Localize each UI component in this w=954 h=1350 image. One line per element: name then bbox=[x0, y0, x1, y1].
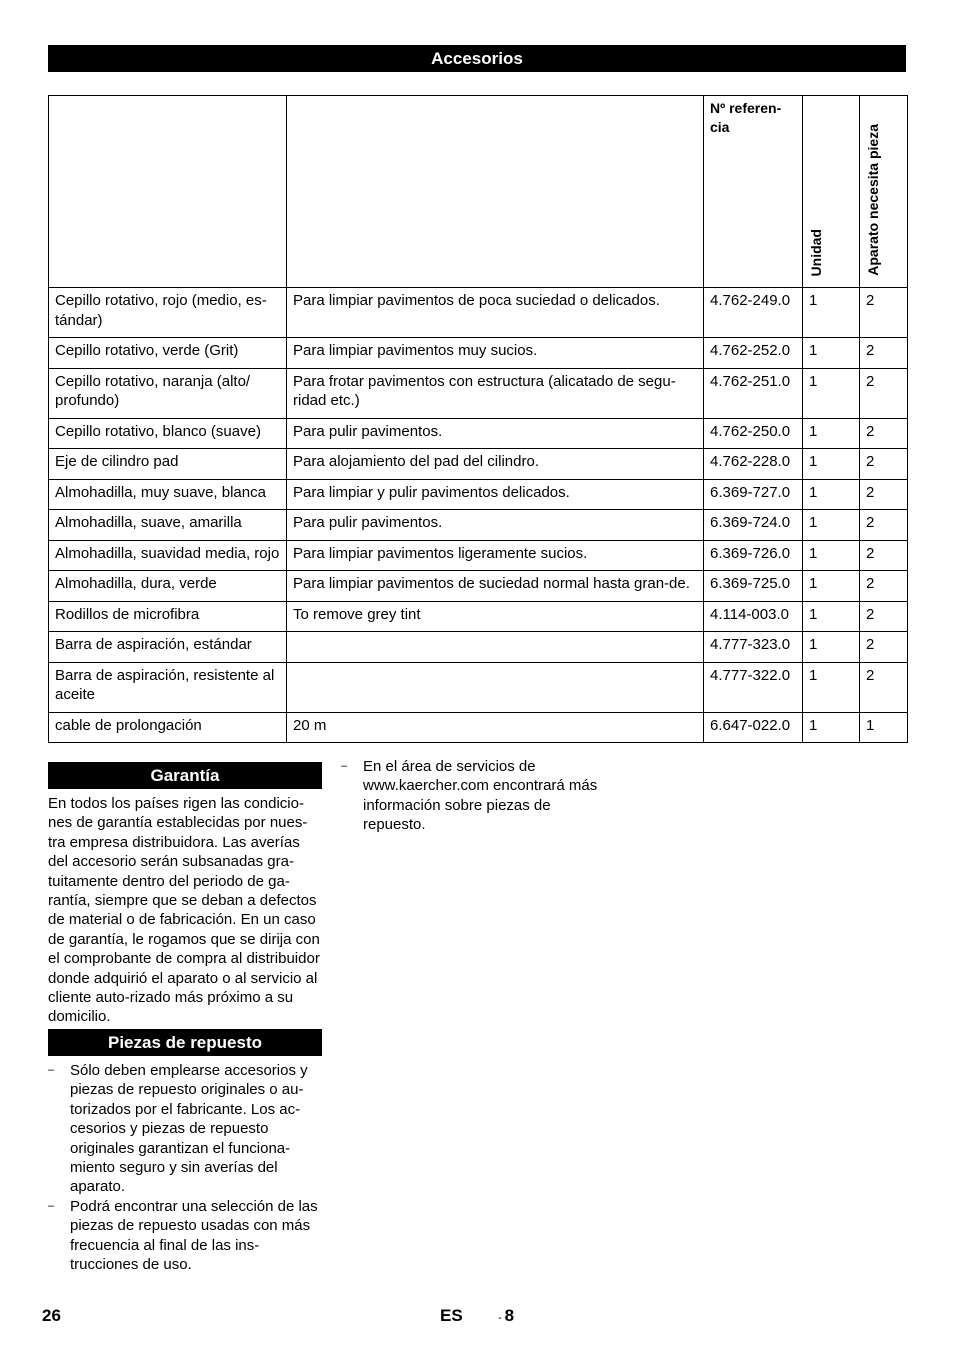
cell-reference: 6.369-725.0 bbox=[704, 571, 803, 602]
cell-unit: 1 bbox=[803, 418, 860, 449]
table-header-row bbox=[49, 96, 908, 288]
cell-reference: 4.777-322.0 bbox=[704, 662, 803, 712]
cell-name: Almohadilla, dura, verde bbox=[49, 571, 287, 602]
cell-reference: 6.369-724.0 bbox=[704, 510, 803, 541]
cell-parts-needed: 2 bbox=[860, 368, 908, 418]
kaercher-info-list bbox=[341, 757, 611, 835]
section-header-piezas: Piezas de repuesto bbox=[48, 1029, 322, 1056]
cell-reference: 6.369-726.0 bbox=[704, 540, 803, 571]
cell-unit: 1 bbox=[803, 712, 860, 743]
cell-description: Para frotar pavimentos con estructura (alicatado de segu-ridad etc.) bbox=[287, 368, 704, 418]
cell-parts-needed: 2 bbox=[860, 662, 908, 712]
cell-reference: 6.369-727.0 bbox=[704, 479, 803, 510]
section-page-number bbox=[498, 1306, 514, 1326]
page-number: 26 bbox=[42, 1306, 61, 1325]
cell-unit: 1 bbox=[803, 288, 860, 338]
cell-unit: 1 bbox=[803, 368, 860, 418]
header-cell-name bbox=[49, 96, 287, 288]
cell-parts-needed: 2 bbox=[860, 601, 908, 632]
table-row bbox=[49, 368, 908, 418]
cell-reference: 4.114-003.0 bbox=[704, 601, 803, 632]
table-row bbox=[49, 632, 908, 663]
table-row bbox=[49, 449, 908, 480]
cell-reference: 4.762-251.0 bbox=[704, 368, 803, 418]
cell-description: Para pulir pavimentos. bbox=[287, 510, 704, 541]
cell-name: cable de prolongación bbox=[49, 712, 287, 743]
cell-description: Para alojamiento del pad del cilindro. bbox=[287, 449, 704, 480]
cell-name: Eje de cilindro pad bbox=[49, 449, 287, 480]
table-row bbox=[49, 479, 908, 510]
cell-name: Almohadilla, muy suave, blanca bbox=[49, 479, 287, 510]
sub-page-value: 8 bbox=[504, 1306, 515, 1325]
cell-parts-needed: 2 bbox=[860, 540, 908, 571]
cell-description: To remove grey tint bbox=[287, 601, 704, 632]
header-unidad-label: Unidad bbox=[808, 228, 824, 276]
cell-parts-needed: 2 bbox=[860, 288, 908, 338]
cell-name: Barra de aspiración, estándar bbox=[49, 632, 287, 663]
section-header-accesorios: Accesorios bbox=[48, 45, 906, 72]
header-cell-ref: Nº referen-cia bbox=[704, 96, 803, 288]
list-item-text: En el área de servicios de www.kaercher.com encontrará más información sobre piezas de repuesto. bbox=[363, 758, 598, 834]
cell-description bbox=[287, 662, 704, 712]
cell-unit: 1 bbox=[803, 632, 860, 663]
cell-parts-needed: 2 bbox=[860, 418, 908, 449]
cell-name: Cepillo rotativo, rojo (medio, es-tándar) bbox=[49, 288, 287, 338]
section-header-garantia: Garantía bbox=[48, 762, 322, 789]
accessories-table bbox=[48, 95, 908, 743]
cell-parts-needed: 2 bbox=[860, 632, 908, 663]
cell-reference: 4.762-249.0 bbox=[704, 288, 803, 338]
cell-parts-needed: 2 bbox=[860, 338, 908, 369]
table-row bbox=[49, 571, 908, 602]
cell-parts-needed: 2 bbox=[860, 510, 908, 541]
cell-description: Para limpiar pavimentos muy sucios. bbox=[287, 338, 704, 369]
cell-reference: 4.762-250.0 bbox=[704, 418, 803, 449]
cell-description: Para limpiar pavimentos de poca suciedad o delicados. bbox=[287, 288, 704, 338]
list-item bbox=[341, 757, 611, 835]
dash-bullet: – bbox=[48, 1199, 55, 1212]
cell-reference: 4.762-252.0 bbox=[704, 338, 803, 369]
table-row bbox=[49, 662, 908, 712]
cell-name: Rodillos de microfibra bbox=[49, 601, 287, 632]
cell-unit: 1 bbox=[803, 540, 860, 571]
cell-name: Barra de aspiración, resistente al aceite bbox=[49, 662, 287, 712]
cell-unit: 1 bbox=[803, 662, 860, 712]
cell-unit: 1 bbox=[803, 571, 860, 602]
table-row bbox=[49, 288, 908, 338]
table-row bbox=[49, 712, 908, 743]
cell-parts-needed: 2 bbox=[860, 449, 908, 480]
cell-reference: 4.762-228.0 bbox=[704, 449, 803, 480]
table-row bbox=[49, 601, 908, 632]
cell-description: Para limpiar y pulir pavimentos delicados. bbox=[287, 479, 704, 510]
list-item-text: Sólo deben emplearse accesorios y piezas de repuesto originales o au-torizados por el fabricante. Los ac-cesorios y piezas de repuesto originales garantizan el funciona-miento seguro y sin averías del aparato. bbox=[70, 1062, 308, 1196]
header-cell-unidad bbox=[803, 96, 860, 288]
list-item bbox=[48, 1197, 323, 1275]
cell-reference: 6.647-022.0 bbox=[704, 712, 803, 743]
header-cell-desc bbox=[287, 96, 704, 288]
language-code: ES bbox=[440, 1306, 463, 1325]
cell-unit: 1 bbox=[803, 479, 860, 510]
cell-unit: 1 bbox=[803, 510, 860, 541]
table-row bbox=[49, 418, 908, 449]
cell-name: Almohadilla, suave, amarilla bbox=[49, 510, 287, 541]
cell-unit: 1 bbox=[803, 449, 860, 480]
cell-name: Almohadilla, suavidad media, rojo bbox=[49, 540, 287, 571]
garantia-paragraph: En todos los países rigen las condicio-nes de garantía establecidas por nues-tra empresa distribuidora. Las averías del accesorio serán subsanadas gra-tuitamente dentro del periodo de ga-rantía, siempre que se deban a defectos de material o de fabricación. En un caso de garantía, le rogamos que se dirija con el comprobante de compra al distribuidor donde adquirió el aparato o al servicio al cliente auto-rizado más próximo a su domicilio. bbox=[48, 795, 320, 1026]
header-aparato-label: Aparato necesita pieza bbox=[865, 124, 881, 276]
cell-description: 20 m bbox=[287, 712, 704, 743]
cell-description: Para limpiar pavimentos ligeramente sucios. bbox=[287, 540, 704, 571]
dash-bullet: – bbox=[341, 760, 348, 772]
piezas-list bbox=[48, 1061, 323, 1274]
table-row bbox=[49, 510, 908, 541]
list-item-text: Podrá encontrar una selección de las piezas de repuesto usadas con más frecuencia al final de las ins-trucciones de uso. bbox=[70, 1197, 318, 1274]
cell-reference: 4.777-323.0 bbox=[704, 632, 803, 663]
cell-description bbox=[287, 632, 704, 663]
cell-name: Cepillo rotativo, blanco (suave) bbox=[49, 418, 287, 449]
list-item bbox=[48, 1061, 323, 1197]
dash-bullet: – bbox=[48, 1064, 55, 1076]
cell-parts-needed: 2 bbox=[860, 479, 908, 510]
cell-parts-needed: 1 bbox=[860, 712, 908, 743]
cell-parts-needed: 2 bbox=[860, 571, 908, 602]
cell-name: Cepillo rotativo, naranja (alto/ profundo) bbox=[49, 368, 287, 418]
header-cell-aparato bbox=[860, 96, 908, 288]
sub-page-prefix: - bbox=[498, 1312, 502, 1324]
cell-unit: 1 bbox=[803, 338, 860, 369]
cell-name: Cepillo rotativo, verde (Grit) bbox=[49, 338, 287, 369]
cell-unit: 1 bbox=[803, 601, 860, 632]
table-row bbox=[49, 338, 908, 369]
cell-description: Para limpiar pavimentos de suciedad normal hasta gran-de. bbox=[287, 571, 704, 602]
cell-description: Para pulir pavimentos. bbox=[287, 418, 704, 449]
table-row bbox=[49, 540, 908, 571]
